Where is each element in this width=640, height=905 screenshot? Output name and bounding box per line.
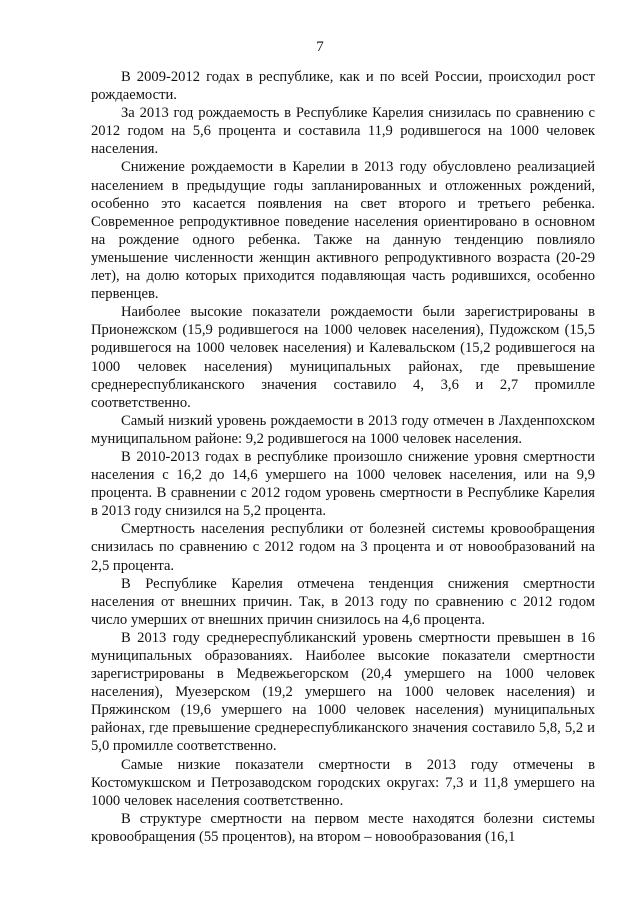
page-number: 7: [316, 39, 324, 55]
paragraph-birth-rate-2013: За 2013 год рождаемость в Республике Карелия снизилась по сравнению с 2012 годом на 5,6 процента и составила 11,9 родившегося на 1000 человек населения.: [91, 105, 595, 158]
paragraph-cardiovascular-mortality: Смертность населения республики от болезней системы кровообращения снизилась по сравнению с 2012 годом на 3 процента и от новообразований на 2,5 процента.: [91, 521, 595, 574]
paragraph-mortality-decline: В 2010-2013 годах в республике произошло снижение уровня смертности населения с 16,2 до 14,6 умершего на 1000 человек населения, или на 9,9 процента. В сравнении с 2012 годом уровень смертности в Республике Карелия в 2013 году снизился на 5,2 процента.: [91, 448, 595, 520]
paragraph-birth-decline-reasons: Снижение рождаемости в Карелии в 2013 году обусловлено реализацией населением в предыдущие годы запланированных и отложенных рождений, особенно это касается появления на свет второго и третьего ребенка. Современное репродуктивное поведение населения ориентировано в основном на рождение одного ребенка. Также на данную тенденцию повлияло уменьшение численности женщин активного репродуктивного возраста (20-29 лет), на долю которых приходится подавляющая часть родившихся, особенно первенцев.: [91, 159, 595, 303]
paragraph-external-causes: В Республике Карелия отмечена тенденция снижения смертности населения от внешних причин. Так, в 2013 году по сравнению с 2012 годом число умерших от внешних причин снизилось на 4,6 процента.: [91, 575, 595, 628]
paragraph-birth-growth: В 2009-2012 годах в республике, как и по всей России, происходил рост рождаемости.: [91, 69, 595, 104]
paragraph-highest-mortality: В 2013 году среднереспубликанский уровень смертности превышен в 16 муниципальных образованиях. Наиболее высокие показатели смертности зарегистрированы в Медвежьегорском (20,4 умершего на 1000 человек населения), Муезерском (19,2 умершего на 1000 человек населения) и Пряжинском (19,6 умершего на 1000 человек населения) муниципальных районах, где превышение среднереспубликанского значения составило 5,8, 5,2 и 5,0 промилле соответственно.: [91, 629, 595, 755]
paragraph-lowest-mortality: Самые низкие показатели смертности в 2013 году отмечены в Костомукшском и Петрозаводском городских округах: 7,3 и 11,8 умершего на 1000 человек населения соответственно.: [91, 756, 595, 809]
paragraph-highest-birth-rates: Наиболее высокие показатели рождаемости были зарегистрированы в Прионежском (15,9 родившегося на 1000 человек населения), Пудожском (15,5 родившегося на 1000 человек населения) и Калевальском (15,2 родившегося на 1000 человек населения) муниципальных районах, где превышение среднереспубликанского значения составило 4, 3,6 и 2,7 промилле соответственно.: [91, 304, 595, 411]
body-text: [91, 68, 595, 846]
paragraph-lowest-birth-rate: Самый низкий уровень рождаемости в 2013 году отмечен в Лахденпохском муниципальном районе: 9,2 родившегося на 1000 человек населения.: [91, 412, 595, 447]
paragraph-mortality-structure: В структуре смертности на первом месте находятся болезни системы кровообращения (55 процентов), на втором – новообразования (16,1: [91, 810, 595, 845]
